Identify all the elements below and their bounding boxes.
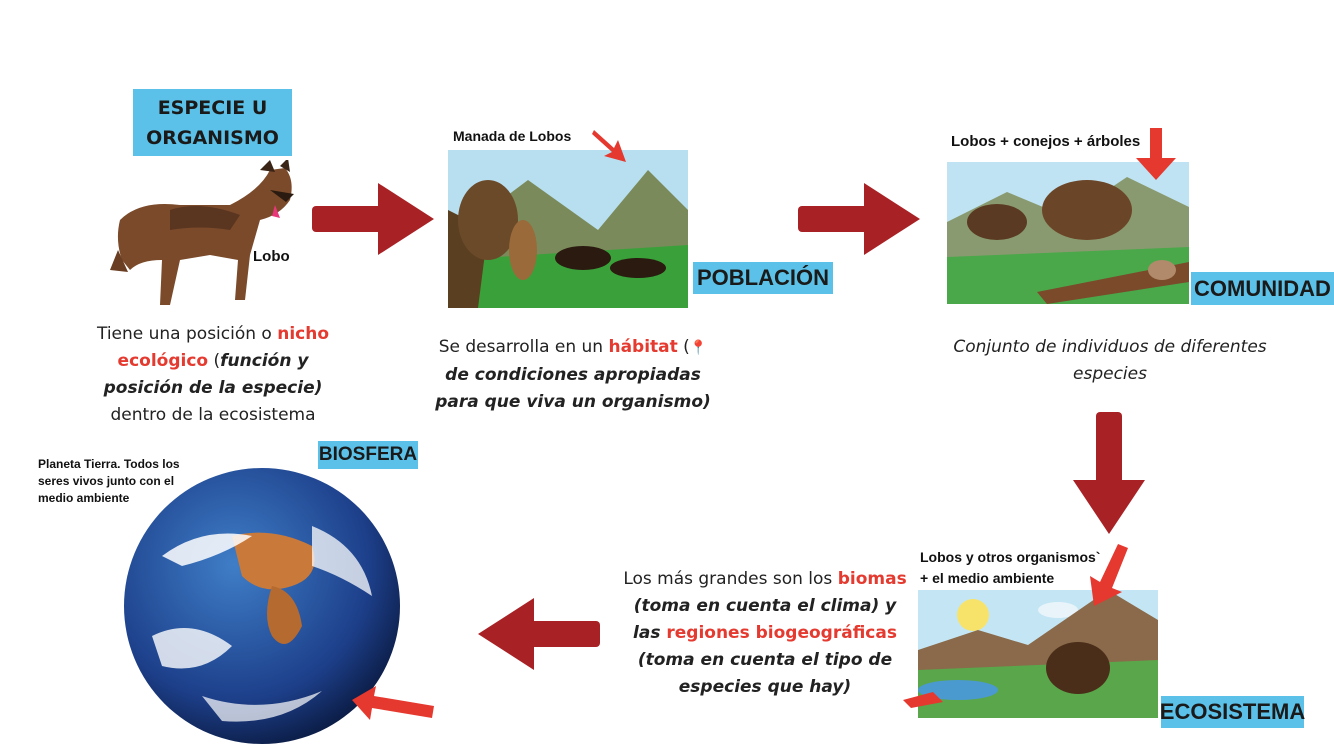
ecosistema-desc-text-1: Los más grandes son los (623, 569, 838, 589)
especie-description (78, 321, 348, 429)
biosfera-caption-line-3: medio ambiente (38, 491, 130, 505)
especie-label-line-2: ORGANISMO (146, 126, 279, 149)
arrow-right-1 (312, 183, 434, 255)
poblacion-pointer-arrow-icon (592, 128, 632, 164)
especie-desc-text-3: dentro de la ecosistema (110, 405, 316, 425)
especie-desc-emphasis: función y posición de la especie) (103, 351, 323, 398)
comunidad-caption: Lobos + conejos + árboles (951, 133, 1141, 150)
poblacion-caption: Manada de Lobos (453, 128, 572, 144)
comunidad-description: Conjunto de individuos de diferentes especies (953, 337, 1267, 384)
biosfera-caption-line-2: seres vivos junto con el (38, 474, 175, 488)
arrow-right-2 (798, 183, 920, 255)
community-illustration (947, 162, 1189, 304)
ecosistema-caption-line-2: + el medio ambiente (920, 570, 1055, 586)
ecosistema-label: ECOSISTEMA (1161, 696, 1304, 728)
especie-label (133, 89, 292, 156)
pin-icon: 📍 (689, 340, 708, 356)
nicho-ecologico-highlight: nicho ecológico (117, 324, 330, 371)
especie-caption: Lobo (253, 248, 290, 265)
biosfera-pointer-arrow-icon (352, 686, 434, 722)
especie-desc-text-2: ( (208, 351, 221, 371)
ecosistema-desc-emphasis-1: (toma en cuenta el clima) y las (633, 596, 897, 643)
pack-illustration (448, 150, 688, 308)
poblacion-desc-emphasis: de condiciones apropiadas para que viva un organismo) (435, 365, 711, 412)
ecosistema-caption (920, 547, 1100, 589)
ecosistema-pointer-arrow-icon (1088, 544, 1132, 606)
wolf-illustration (110, 160, 300, 315)
biosfera-caption-line-1: Planeta Tierra. Todos los (38, 457, 180, 471)
comunidad-label: COMUNIDAD (1191, 272, 1334, 305)
ecosistema-description (620, 566, 910, 701)
comunidad-pointer-arrow-icon (1136, 128, 1178, 180)
arrow-left (478, 598, 600, 670)
especie-desc-text-1: Tiene una posición o (96, 324, 278, 344)
ecosystem-illustration (918, 590, 1158, 718)
poblacion-label: POBLACIÓN (693, 262, 833, 294)
biosfera-label: BIOSFERA (318, 441, 418, 469)
poblacion-description (428, 334, 718, 416)
poblacion-desc-text-1: Se desarrolla en un (438, 337, 609, 357)
poblacion-desc-text-2: ( (677, 337, 690, 357)
habitat-highlight: hábitat (608, 337, 678, 357)
regiones-highlight: regiones biogeográficas (666, 623, 897, 643)
especie-label-line-1: ESPECIE U (157, 96, 268, 119)
ecosistema-desc-emphasis-2: (toma en cuenta el tipo de especies que hay) (637, 650, 893, 697)
arrow-down (1073, 412, 1145, 534)
ecosistema-caption-line-1: Lobos y otros organismos` (920, 549, 1101, 565)
biomas-highlight: biomas (837, 569, 907, 589)
